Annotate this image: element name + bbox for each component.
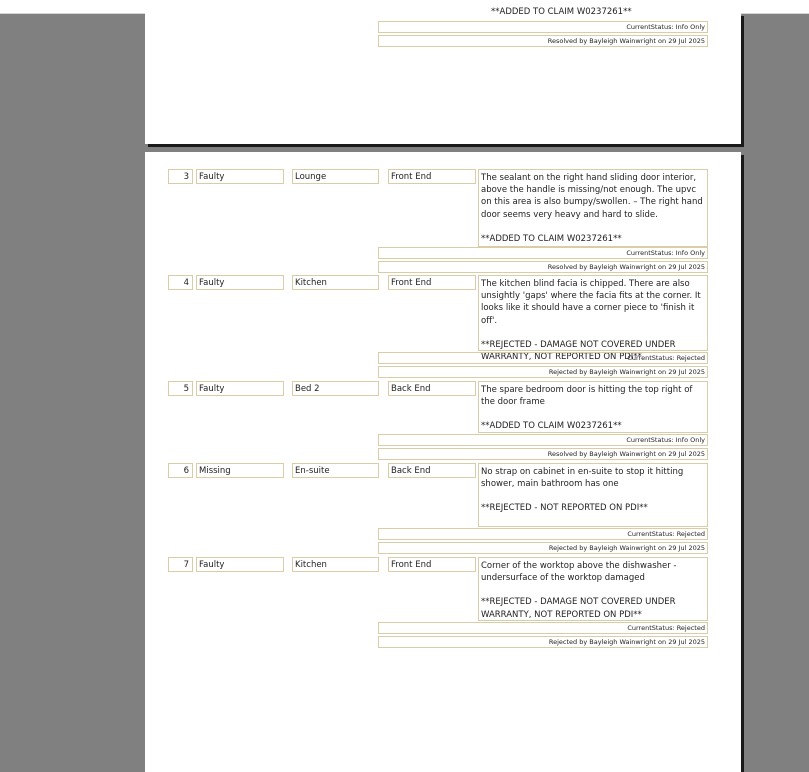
resolution-note: **REJECTED - NOT REPORTED ON PDI** <box>481 503 648 514</box>
description-text: The spare bedroom door is hitting the top right of the door frame <box>481 385 693 408</box>
description-text: No strap on cabinet in en-suite to stop it hitting shower, main bathroom has one <box>481 467 684 490</box>
item-type: Faulty <box>196 381 284 396</box>
status-field: CurrentStatus: Rejected <box>378 352 708 364</box>
item-room: En-suite <box>292 463 379 478</box>
viewer-toolbar <box>0 0 809 14</box>
item-description <box>478 557 708 621</box>
item-room: Lounge <box>292 169 379 184</box>
item-number: 4 <box>168 275 193 290</box>
item-type: Faulty <box>196 557 284 572</box>
resolution-note: **REJECTED - DAMAGE NOT COVERED UNDER WARRANTY, NOT REPORTED ON PDI** <box>481 597 676 620</box>
description-text: Corner of the worktop above the dishwasher - undersurface of the worktop damaged <box>481 561 677 584</box>
resolution-field: Resolved by Bayleigh Wainwright on 29 Jul 2025 <box>378 35 708 47</box>
resolution-field: Rejected by Bayleigh Wainwright on 29 Jul 2025 <box>378 366 708 378</box>
item-type: Faulty <box>196 275 284 290</box>
status-field: CurrentStatus: Info Only <box>378 21 708 33</box>
description-text: The kitchen blind facia is chipped. There are also unsightly 'gaps' where the facia fits at the corner. It looks like it should have a corner piece to 'finish it off'. <box>481 279 701 326</box>
resolution-note: **ADDED TO CLAIM W0237261** <box>481 421 622 432</box>
resolution-field: Resolved by Bayleigh Wainwright on 29 Jul 2025 <box>378 448 708 460</box>
resolution-field: Rejected by Bayleigh Wainwright on 29 Jul 2025 <box>378 636 708 648</box>
item-number: 3 <box>168 169 193 184</box>
item-description <box>478 381 708 433</box>
resolution-note: **ADDED TO CLAIM W0237261** <box>481 233 622 244</box>
item-room: Bed 2 <box>292 381 379 396</box>
clipped-note: **ADDED TO CLAIM W0237261** <box>491 7 632 17</box>
item-room: Kitchen <box>292 275 379 290</box>
report-page-2 <box>145 152 741 772</box>
item-description <box>478 463 708 527</box>
description-text: The sealant on the right hand sliding door interior, above the handle is missing/not enough. The upvc on this area is also bumpy/swollen. – The right hand door seems very heavy and hard to slide. <box>481 173 703 220</box>
item-number: 6 <box>168 463 193 478</box>
item-area: Front End <box>388 557 476 572</box>
item-number: 5 <box>168 381 193 396</box>
item-type: Missing <box>196 463 284 478</box>
report-page-1 <box>145 7 741 144</box>
item-area: Front End <box>388 169 476 184</box>
status-field: CurrentStatus: Info Only <box>378 247 708 259</box>
resolution-field: Rejected by Bayleigh Wainwright on 29 Jul 2025 <box>378 542 708 554</box>
item-description <box>478 169 708 247</box>
item-area: Back End <box>388 463 476 478</box>
status-field: CurrentStatus: Rejected <box>378 528 708 540</box>
item-room: Kitchen <box>292 557 379 572</box>
status-field: CurrentStatus: Rejected <box>378 622 708 634</box>
item-number: 7 <box>168 557 193 572</box>
item-area: Back End <box>388 381 476 396</box>
resolution-field: Resolved by Bayleigh Wainwright on 29 Jul 2025 <box>378 261 708 273</box>
item-area: Front End <box>388 275 476 290</box>
item-type: Faulty <box>196 169 284 184</box>
resolution-note: **REJECTED - DAMAGE NOT COVERED UNDER WARRANTY, NOT REPORTED ON PDI** <box>481 339 676 363</box>
status-field: CurrentStatus: Info Only <box>378 434 708 446</box>
